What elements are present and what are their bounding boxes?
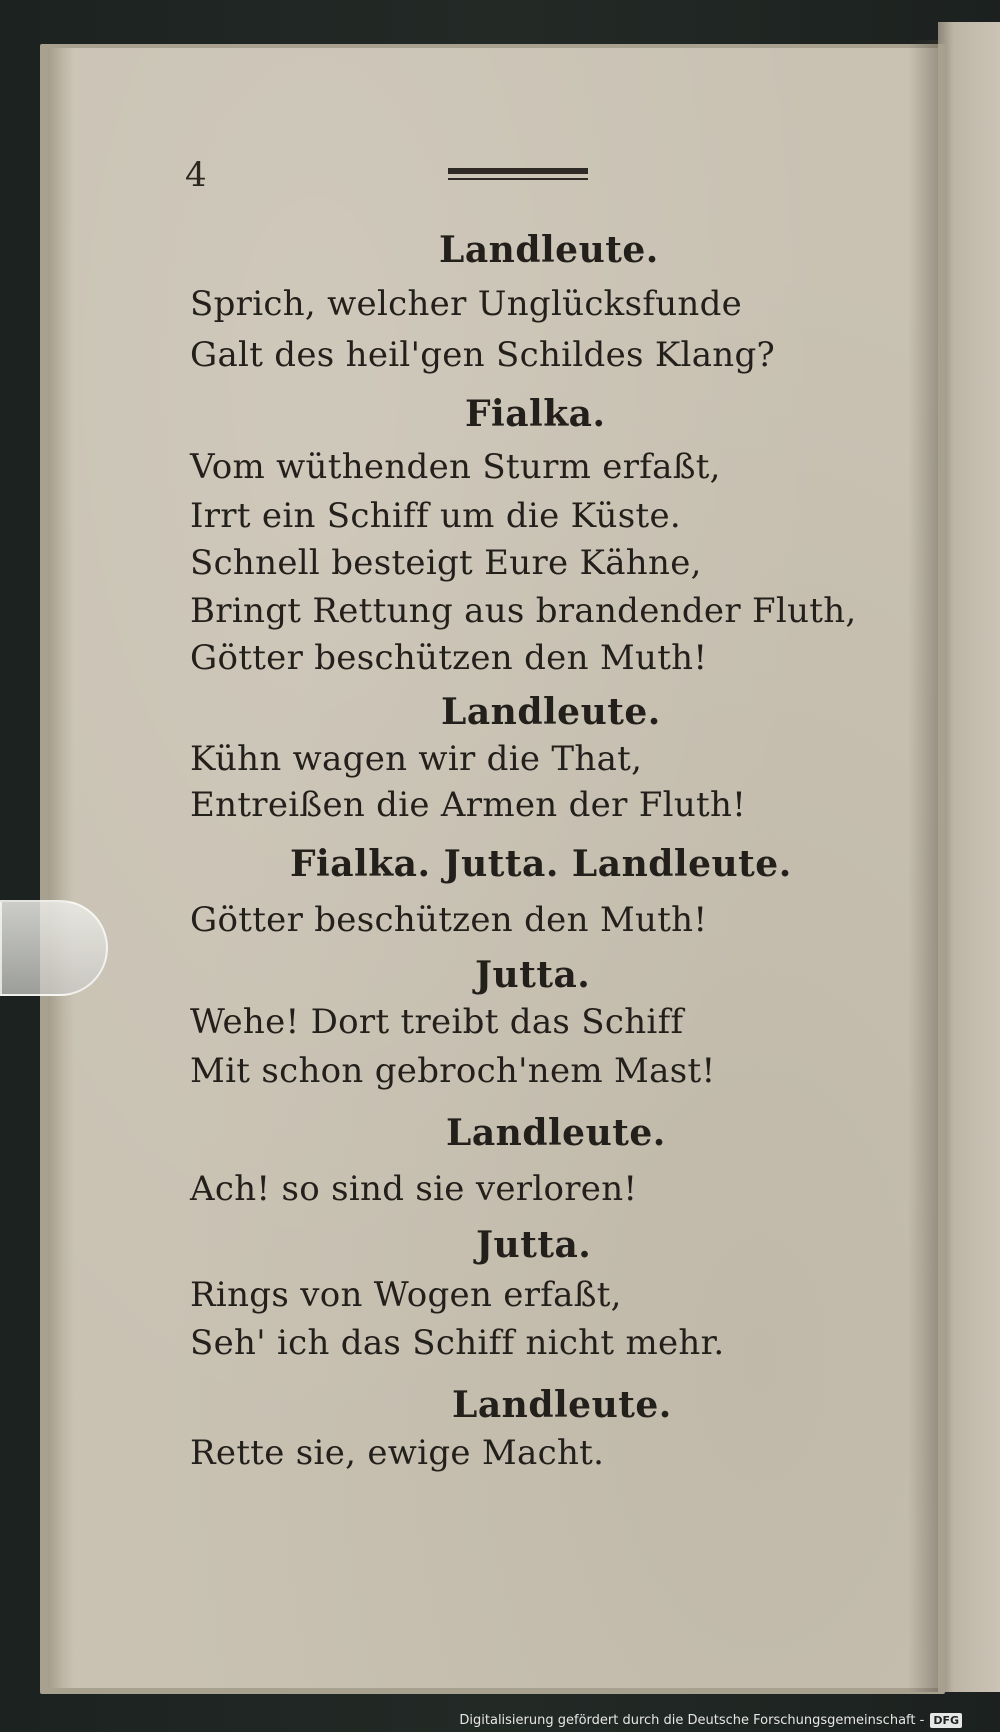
dfg-logo: DFG [930,1713,962,1728]
verse-line: Wehe! Dort treibt das Schiff [190,1002,684,1042]
page-number: 4 [185,155,207,195]
verse-line: Irrt ein Schiff um die Küste. [190,496,681,536]
verse-line: Mit schon gebroch'nem Mast! [190,1051,716,1091]
speaker-heading: Landleute. [452,1384,672,1426]
speaker-heading: Landleute. [439,229,659,271]
speaker-heading: Landleute. [441,691,661,733]
verse-line: Götter beschützen den Muth! [190,638,708,678]
verse-line: Kühn wagen wir die That, [190,739,643,779]
speaker-heading: Fialka. Jutta. Landleute. [290,843,792,885]
speaker-heading: Jutta. [476,1224,592,1266]
digitization-footer [459,1713,962,1728]
verse-line: Entreißen die Armen der Fluth! [190,785,747,825]
footer-text: Digitalisierung gefördert durch die Deutsche Forschungsgemeinschaft - [459,1713,925,1728]
verse-line: Schnell besteigt Eure Kähne, [190,543,702,583]
verse-line: Ach! so sind sie verloren! [190,1169,638,1209]
verse-line: Seh' ich das Schiff nicht mehr. [190,1323,725,1363]
verse-line: Sprich, welcher Unglücksfunde [190,284,743,324]
page-clip [0,900,108,996]
verse-line: Rings von Wogen erfaßt, [190,1275,622,1315]
verse-line: Götter beschützen den Muth! [190,900,708,940]
verse-line: Vom wüthenden Sturm erfaßt, [190,447,721,487]
speaker-heading: Fialka. [465,393,606,435]
speaker-heading: Landleute. [446,1112,666,1154]
speaker-heading: Jutta. [475,954,591,996]
verse-line: Bringt Rettung aus brandender Fluth, [190,591,857,631]
verse-line: Galt des heil'gen Schildes Klang? [190,335,776,375]
verse-line: Rette sie, ewige Macht. [190,1433,605,1473]
